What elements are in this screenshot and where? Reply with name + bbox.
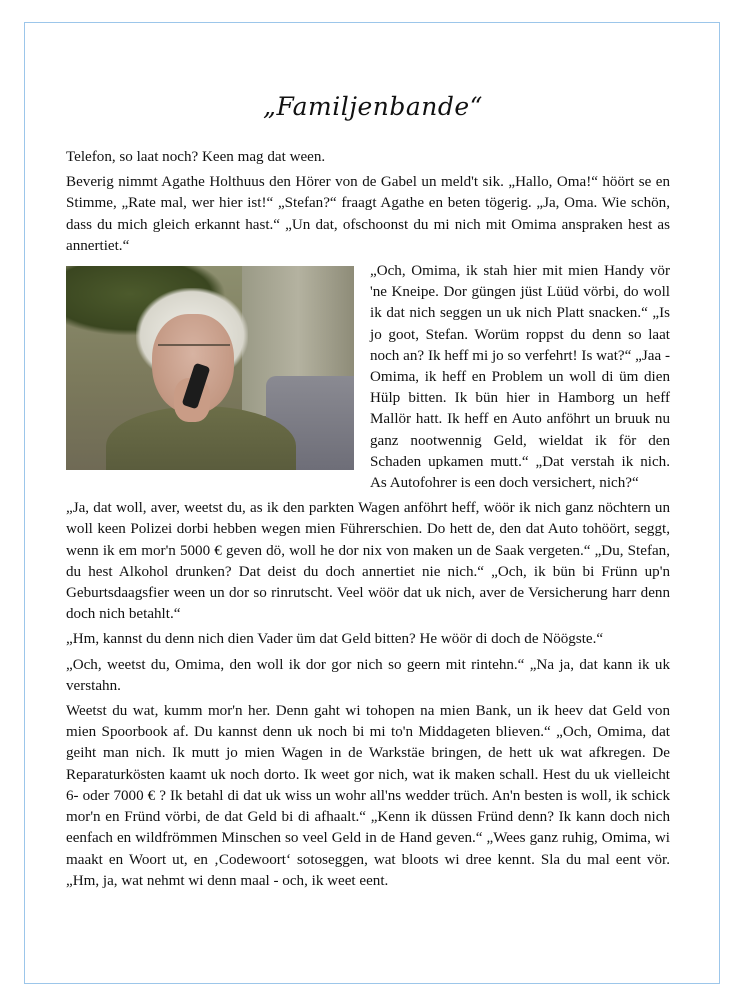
photo-elderly-woman-on-phone bbox=[66, 266, 354, 470]
paragraph-4: „Ja, dat woll, aver, weetst du, as ik den parkten Wagen anföhrt heff, wöör ik nich ganz nöchtern un woll keen Polizei dorbi hebben wegen mien Führerschien. Do hett de, den dat Auto tohöört, seggt, wenn ik em mor'n 5000 € geven dö, woll he dor nix von maken un de Saak vergeten.“ „Du, Stefan, du hest Alkohol drunken? Dat deist du doch annertiet nie nich.“ „Och, ik bün bi Frünn up'n Geburtsdaagsfier ween un dor so rinrutscht. Veel wöör dat uk nich, aver de Versicherung harr denn doch nich betahlt.“ bbox=[66, 500, 670, 623]
paragraph-7: Weetst du wat, kumm mor'n her. Denn gaht wi tohopen na mien Bank, un ik heev dat Geld von mien Spoorbook af. Du kannst denn uk noch bi mi to'n Middageten blieven.“ „Och, Omima, dat geiht man nich. Ik mutt jo mien Wagen in de Warkstäe bringen, de hett uk wat afkregen. De Reparaturkösten kaamt uk noch dorto. Ik weet gor nich, wat ik maken schall. Hest du uk vielleicht 6- oder 7000 € ? Ik betahl di dat uk wiss un wohr all'ns wedder trüch. An'n besten is woll, ik schick mor'n en Fründ vörbi, de dat Geld bi di afhaalt.“ „Kenn ik düssen Fründ denn? Ik kann doch nich eenfach en wildfrömmen Minschen so veel Geld in de Hand geven.“ „Wees ganz ruhig, Omima, wi maakt en Woort ut, en ‚Codewoort‘ sotoseggen, wat bloots wi dree kennt. Sla du mal eent vör. „Hm, ja, wat nehmt wi denn maal - och, ik weet eent. bbox=[66, 703, 670, 889]
document-body bbox=[66, 147, 670, 896]
paragraph-3: „Och, Omima, ik stah hier mit mien Handy vör 'ne Kneipe. Dor güngen jüst Lüüd vörbi, do woll ik dat nich seggen un uk nich Platt snacken.“ „Is jo goot, Stefan. Worüm roppst du denn so laat noch an? Ik heff mi jo so verfehrt! Is wat?“ „Jaa - Omima, ik heff en Problem un woll di üm dien Hülp bitten. Ik bün hier in Hamborg un heff Mallör hatt. Ik heff en Auto anföhrt un bruuk nu ganz nootwennig Geld, wieldat ik för den Schaden upkamen mutt.“ „Dat verstah ik nich. As Autofohrer is een doch versichert, nich?“ bbox=[370, 263, 670, 492]
document-title: „Familjenbande“ bbox=[263, 92, 483, 121]
paragraph-1: Telefon, so laat noch? Keen mag dat ween. bbox=[66, 149, 326, 165]
paragraph-5: „Hm, kannst du denn nich dien Vader üm dat Geld bitten? He wöör di doch de Nöögste.“ bbox=[66, 631, 604, 648]
paragraph-2: Beverig nimmt Agathe Holthuus den Hörer von de Gabel un meld't sik. „Hallo, Oma!“ höört se en Stimme, „Rate mal, wer hier ist!“ „Stefan?“ fraagt Agathe en beten tögerig. „Ja, Oma. Wie schön, dass du mich gleich erkannt hast.“ „Un dat, ofschoonst du mi nich mit Omima anspraken hest as annertiet.“ bbox=[66, 174, 670, 254]
paragraph-6: „Och, weetst du, Omima, den woll ik dor gor nich so geern mit rintehn.“ „Na ja, dat kann ik uk verstahn. bbox=[66, 656, 670, 694]
